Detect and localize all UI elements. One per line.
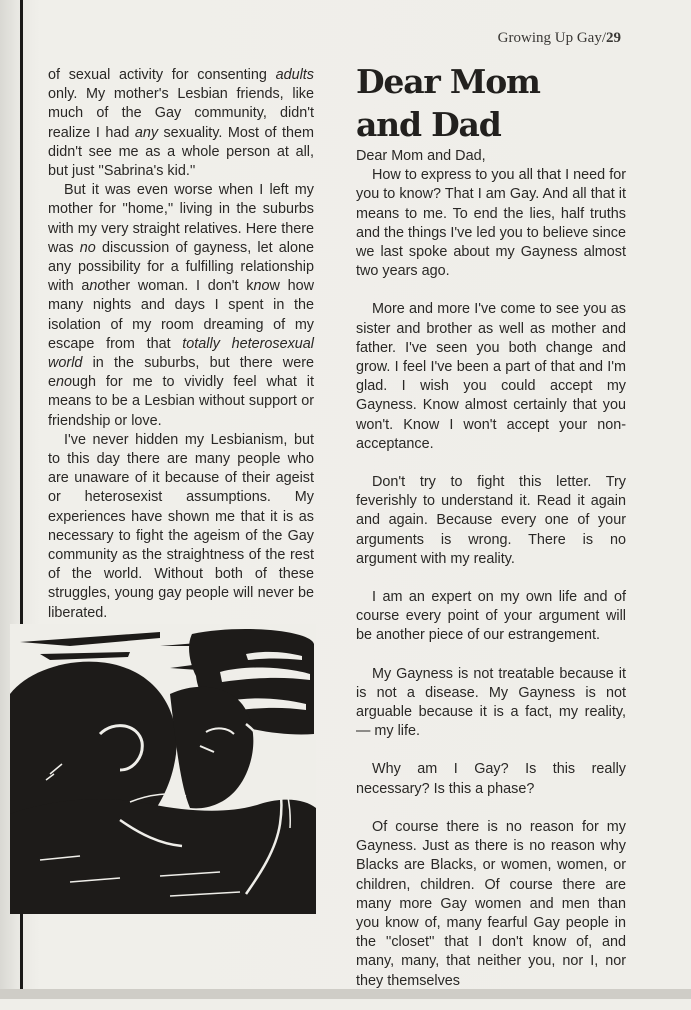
title-line-2: and Dad [356, 105, 501, 144]
letter-paragraph-3: Don't try to fight this letter. Try feverishly to understand it. Read it again and again. Because every one of your arguments is wrong. There is no argument with my reality. [356, 474, 626, 567]
running-header [498, 30, 621, 47]
running-title: Growing Up Gay/ [497, 30, 606, 46]
letter-salutation: Dear Mom and Dad, [356, 148, 486, 164]
article-title [356, 60, 636, 146]
letter-paragraph-2: More and more I've come to see you as sister and brother as well as mother and father. I've seen you both change and grow. I feel I've been a part of that and I'm glad. I wish you could accept my Gayness. Know almost certainly that you won't. Know I won't accept your non-acceptance. [356, 301, 626, 452]
letter-paragraph-5: My Gayness is not treatable because it is not a disease. My Gayness is not arguable because it is a fact, my reality, — my life. [356, 665, 626, 740]
letter-paragraph-7: Of course there is no reason for my Gayness. Just as there is no reason why Blacks are Blacks, or women, women, or children, children. Of course there are many more Gay women and men than you know of, many fearful Gay people in the ''closet'' that I don't know of, and many, many, that neither you, nor I, nor they themselves [356, 818, 626, 989]
letter-paragraph-6: Why am I Gay? Is this really necessary? Is this a phase? [356, 761, 626, 797]
woodcut-illustration [10, 624, 316, 914]
page-number: 29 [606, 30, 621, 46]
letter-paragraph-1: How to express to you all that I need for you to know? That I am Gay. And all that it means to me. To end the lies, half truths and the things I've led you to believe since we last spoke about my Gayness almost two years ago. [356, 167, 626, 280]
letter-paragraph-4: I am an expert on my own life and of course every point of your argument will be another piece of our estrangement. [356, 589, 626, 644]
letter-column [356, 147, 626, 1010]
title-line-1: Dear Mom [356, 62, 540, 101]
left-paragraph-3: I've never hidden my Lesbianism, but to this day there are many people who are unaware of it because of their ageist or heterosexist assumptions. My experiences have shown me that it is as necessary to fight the ageism of the Gay community as the straightness of the rest of the world. Without both of these struggles, young gay people will never be liberated. [48, 431, 314, 621]
left-paragraph-2: But it was even worse when I left my mother for ''home,'' living in the suburbs with my very straight relatives. Here there was no discussion of gayness, let alone any possibility for a fulfilling relationship with another woman. I don't know how many nights and days I spent in the isolation of my room dreaming of my escape from that totally heterosexual world in the suburbs, but there were enough for me to vividly feel what it means to be a Lesbian without support or friendship or love. [48, 182, 314, 429]
left-text-column [48, 66, 314, 623]
left-paragraph-1: of sexual activity for consenting adults only. My mother's Lesbian friends, like much of the Gay community, didn't realize I had any sexuality. Most of them didn't see me as a whole person at all, but just ''Sabrina's kid.'' [48, 67, 314, 180]
